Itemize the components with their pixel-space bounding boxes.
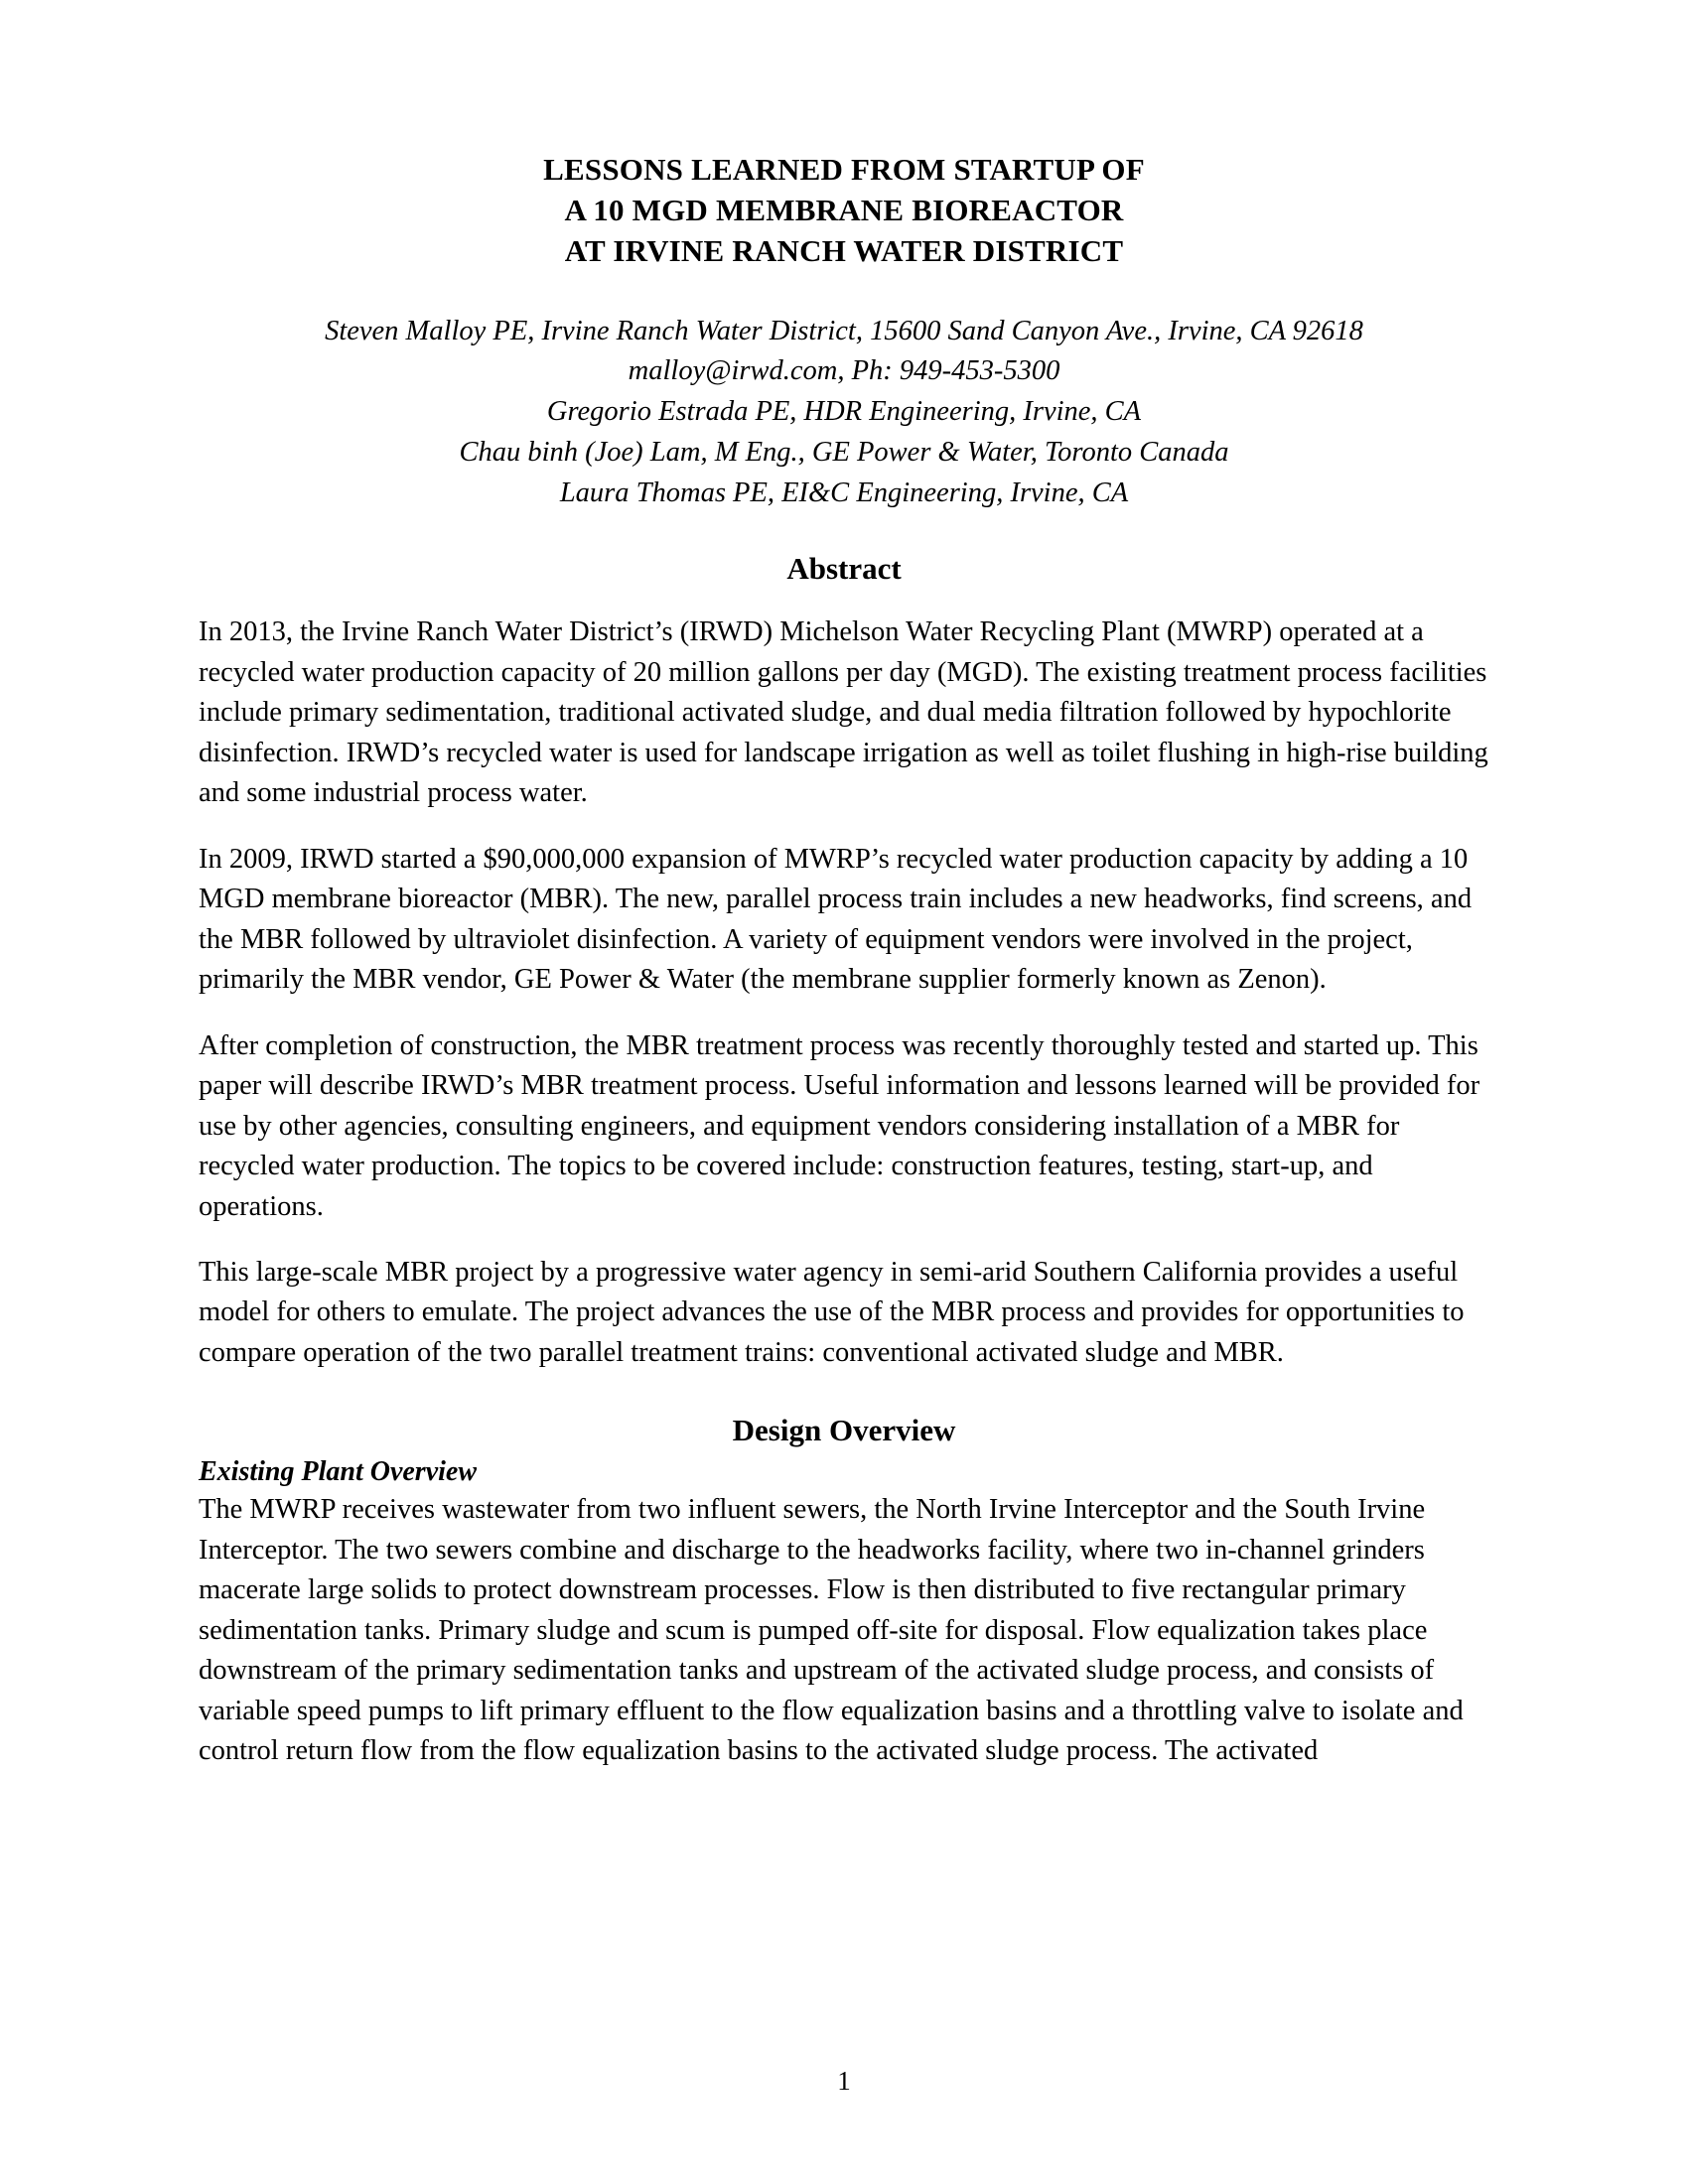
author-contact-line: malloy@irwd.com, Ph: 949-453-5300	[628, 355, 1060, 387]
design-overview-paragraph-1: The MWRP receives wastewater from two influent sewers, the North Irvine Interceptor and the South Irvine Interceptor. The two sewers combine and discharge to the headworks facility, where two in-channel grinders macerate large solids to protect downstream processes. Flow is then distributed to five rectangular primary sedimentation tanks. Primary sludge and scum is pumped off-site for disposal. Flow equalization takes place downstream of the primary sedimentation tanks and upstream of the activated sludge process, and consists of variable speed pumps to lift primary effluent to the flow equalization basins and a throttling valve to isolate and control return flow from the flow equalization basins to the activated sludge process. The activated	[199, 1494, 1464, 1767]
title-line-2: A 10 MGD MEMBRANE BIOREACTOR	[564, 193, 1124, 228]
paper-title	[199, 149, 1489, 272]
abstract-paragraph-2: In 2009, IRWD started a $90,000,000 expansion of MWRP’s recycled water production capacity by adding a 10 MGD membrane bioreactor (MBR). The new, parallel process train includes a new headworks, find screens, and the MBR followed by ultraviolet disinfection. A variety of equipment vendors were involved in the project, primarily the MBR vendor, GE Power & Water (the membrane supplier formerly known as Zenon).	[199, 843, 1473, 996]
author-line-3: Chau binh (Joe) Lam, M Eng., GE Power & Water, Toronto Canada	[459, 436, 1229, 468]
existing-plant-overview-heading: Existing Plant Overview	[199, 1456, 477, 1488]
abstract-paragraph-4: This large-scale MBR project by a progressive water agency in semi-arid Southern California provides a useful model for others to emulate. The project advances the use of the MBR process and provides for opportunities to compare operation of the two parallel treatment trains: conventional activated sludge and MBR.	[199, 1256, 1465, 1368]
author-line-4: Laura Thomas PE, EI&C Engineering, Irvine, CA	[559, 477, 1129, 508]
abstract-paragraph-1: In 2013, the Irvine Ranch Water District’s (IRWD) Michelson Water Recycling Plant (MWRP) operated at a recycled water production capacity of 20 million gallons per day (MGD). The existing treatment process facilities include primary sedimentation, traditional activated sludge, and dual media filtration followed by hypochlorite disinfection. IRWD’s recycled water is used for landscape irrigation as well as toilet flushing in high-rise building and some industrial process water.	[199, 616, 1488, 809]
design-overview-heading: Design Overview	[732, 1413, 956, 1448]
abstract-paragraph-3: After completion of construction, the MBR treatment process was recently thoroughly tested and started up. This paper will describe IRWD’s MBR treatment process. Useful information and lessons learned will be provided for use by other agencies, consulting engineers, and equipment vendors considering installation of a MBR for recycled water production. The topics to be covered include: construction features, testing, start-up, and operations.	[199, 1029, 1480, 1222]
page-number: 1	[837, 2066, 851, 2096]
author-block	[199, 312, 1489, 514]
abstract-heading: Abstract	[786, 551, 902, 587]
author-line-2: Gregorio Estrada PE, HDR Engineering, Irvine, CA	[546, 396, 1142, 428]
title-line-1: LESSONS LEARNED FROM STARTUP OF	[543, 152, 1145, 187]
title-line-3: AT IRVINE RANCH WATER DISTRICT	[564, 233, 1124, 269]
author-line-1: Steven Malloy PE, Irvine Ranch Water District, 15600 Sand Canyon Ave., Irvine, CA 92618	[325, 315, 1363, 346]
